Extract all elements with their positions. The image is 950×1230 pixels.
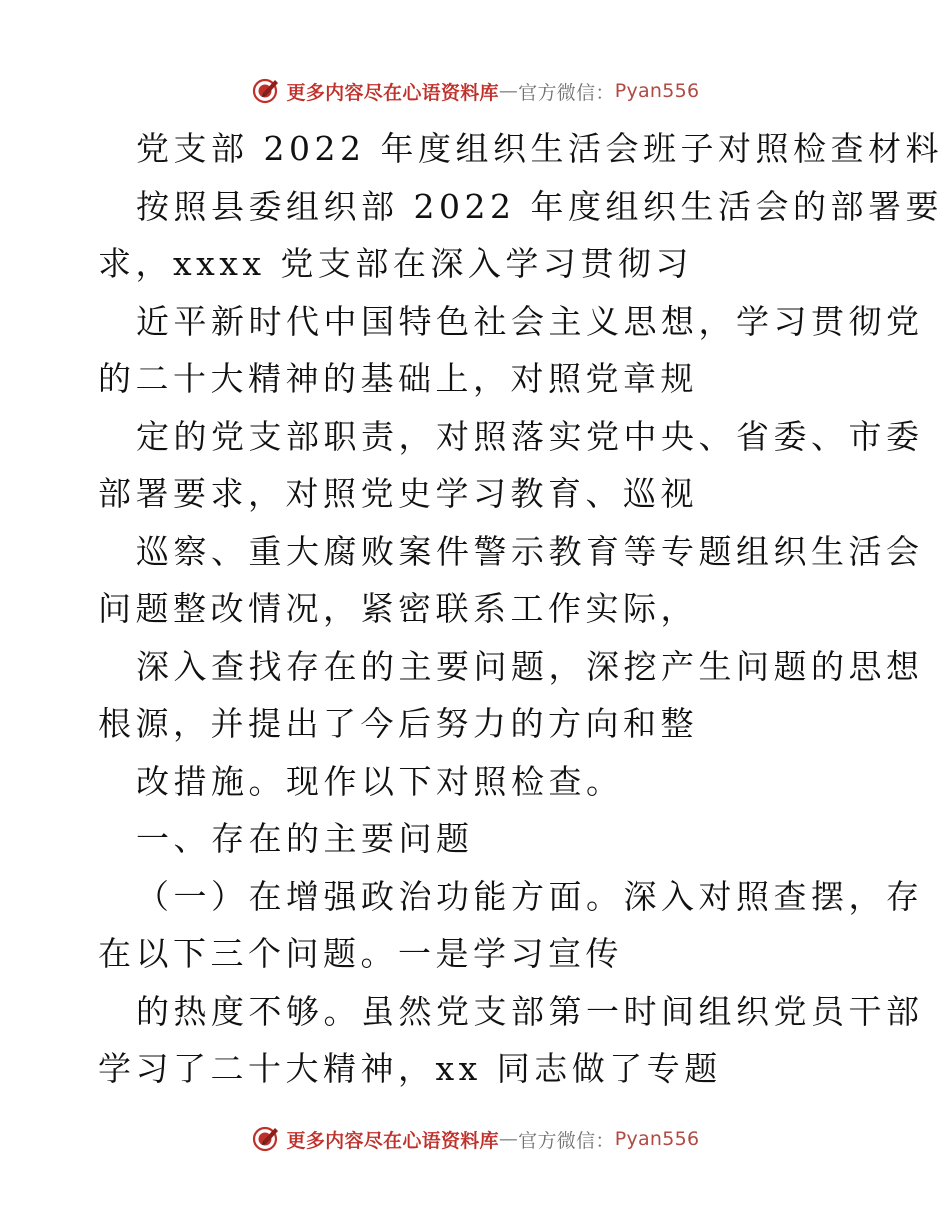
doc-line: 在以下三个问题。一是学习宣传 (98, 934, 623, 973)
watermark-dash: — (498, 1128, 519, 1150)
doc-line: 近平新时代中国特色社会主义思想，学习贯彻党 (136, 301, 924, 341)
doc-line: 定的党支部职责，对照落实党中央、省委、市委 (136, 416, 924, 456)
doc-line: （一）在增强政治功能方面。深入对照查摆，存 (136, 876, 924, 916)
doc-line: 巡察、重大腐败案件警示教育等专题组织生活会 (136, 531, 924, 571)
doc-line: 按照县委组织部 2022 年度组织生活会的部署要 (136, 186, 943, 226)
doc-line: 根源，并提出了今后努力的方向和整 (98, 704, 698, 743)
watermark-banner-top (0, 71, 950, 111)
doc-line: 的热度不够。虽然党支部第一时间组织党员干部 (136, 991, 924, 1031)
pen-logo-icon (251, 1123, 283, 1155)
pen-logo-icon (251, 75, 283, 107)
watermark-dash: — (498, 80, 519, 102)
doc-line: 部署要求，对照党史学习教育、巡视 (98, 474, 698, 513)
document-body (98, 120, 943, 1098)
doc-line: 改措施。现作以下对照检查。 (136, 761, 624, 801)
watermark-account: Pyan556 (614, 1128, 700, 1150)
doc-line: 问题整改情况，紧密联系工作实际， (98, 589, 698, 628)
section-heading: 一、存在的主要问题 (136, 819, 474, 858)
watermark-account: Pyan556 (614, 80, 700, 102)
watermark-label: 官方微信： (518, 1129, 615, 1152)
doc-line: 深入查找存在的主要问题，深挖产生问题的思想 (136, 646, 924, 686)
doc-line: 求，xxxx 党支部在深入学习贯彻习 (98, 244, 693, 283)
watermark-banner-bottom (0, 1119, 950, 1159)
watermark-main-text: 更多内容尽在心语资料库 (286, 81, 499, 104)
doc-line: 的二十大精神的基础上，对照党章规 (98, 359, 698, 398)
watermark-label: 官方微信： (518, 81, 615, 104)
doc-line: 学习了二十大精神，xx 同志做了专题 (98, 1049, 722, 1088)
doc-line: 党支部 2022 年度组织生活会班子对照检查材料 (136, 129, 943, 168)
watermark-main-text: 更多内容尽在心语资料库 (286, 1129, 499, 1152)
